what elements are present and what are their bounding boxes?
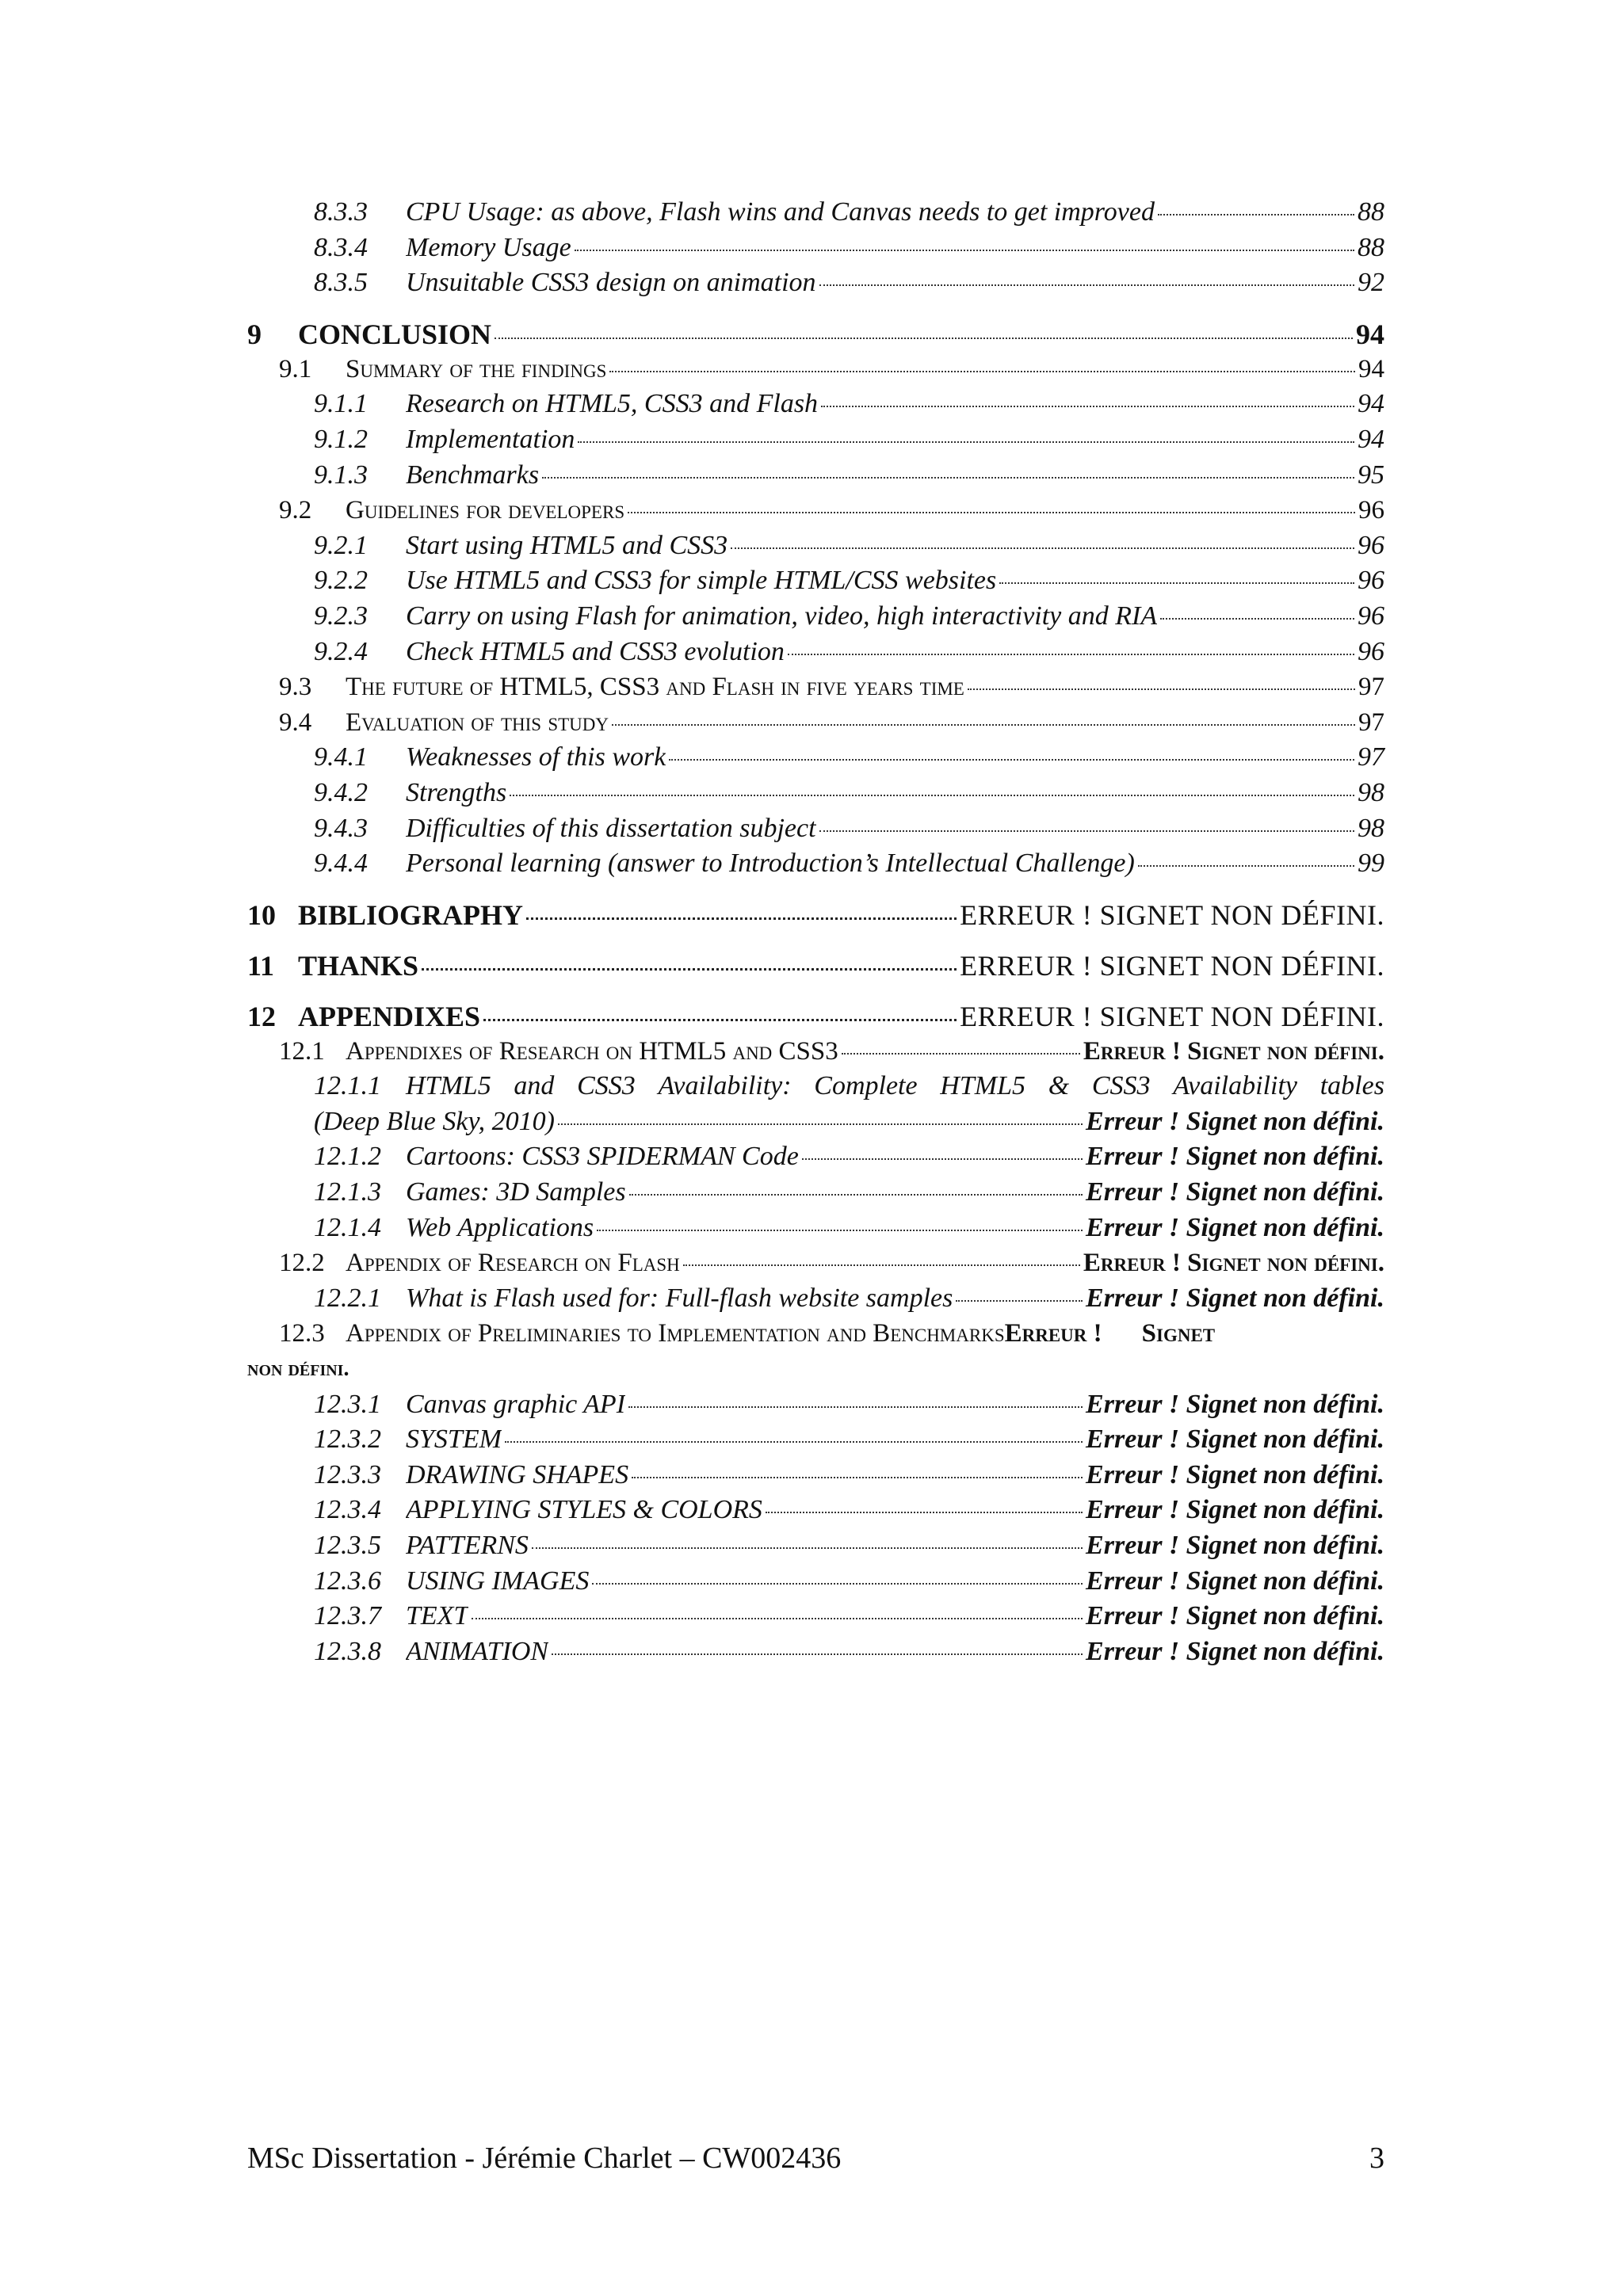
toc-entry-title-word: Availability: <box>658 1071 792 1101</box>
dot-leader <box>532 1547 1083 1549</box>
toc-entry[interactable] <box>247 1281 1384 1317</box>
toc-entry-number: 9 <box>247 318 262 350</box>
toc-entry-number: 9.1.3 <box>314 460 368 490</box>
toc-entry-page: 96 <box>1358 636 1384 666</box>
toc-entry[interactable] <box>247 195 1384 231</box>
dot-leader <box>575 250 1354 251</box>
toc-entry-title: PATTERNS <box>406 1531 529 1560</box>
toc-entry-title: Difficulties of this dissertation subject <box>406 813 816 843</box>
toc-entry-page: Erreur ! Signet non défini. <box>1083 1036 1384 1066</box>
toc-entry-page: ERREUR ! SIGNET NON DÉFINI. <box>960 1000 1384 1032</box>
toc-entry-page-end: non défini. <box>247 1356 349 1382</box>
dot-leader <box>558 1123 1083 1125</box>
toc-entry-title: APPLYING STYLES & COLORS <box>406 1495 762 1525</box>
toc-entry-number: 8.3.5 <box>314 268 368 298</box>
toc-entry-number: 9.4 <box>279 707 312 737</box>
toc-entry-title: Personal learning (answer to Introduction’s Intellectual Challenge) <box>406 849 1135 879</box>
toc-entry-number: 12.1.3 <box>314 1177 381 1207</box>
toc-entry-number: 9.1.2 <box>314 424 368 454</box>
dot-leader <box>1160 618 1354 620</box>
toc-entry-title: Research on HTML5, CSS3 and Flash <box>406 389 819 419</box>
toc-entry-title: Web Applications <box>406 1212 594 1242</box>
toc-entry-page: 88 <box>1358 197 1384 227</box>
toc-entry-number: 12.3.3 <box>314 1459 381 1489</box>
toc-entry[interactable] <box>247 1564 1384 1600</box>
toc-entry-number: 9.3 <box>279 673 312 702</box>
toc-entry-page: 97 <box>1358 742 1384 772</box>
toc-entry-page: 98 <box>1358 777 1384 807</box>
toc-entry-page: Erreur ! Signet non défini. <box>1086 1566 1384 1596</box>
toc-entry-number: 9.2 <box>279 496 312 525</box>
toc-entry-number: 12.3.8 <box>314 1636 381 1666</box>
toc-entry[interactable] <box>247 563 1384 599</box>
toc-entry-title: What is Flash used for: Full-flash website samples <box>406 1283 953 1313</box>
toc-entry-title-word: HTML5 <box>406 1071 491 1101</box>
toc-entry[interactable] <box>247 846 1384 882</box>
toc-entry-title: CPU Usage: as above, Flash wins and Canvas needs to get improved <box>406 197 1155 227</box>
dot-leader <box>766 1512 1083 1513</box>
toc-entry-page: 96 <box>1358 566 1384 596</box>
toc-entry[interactable] <box>247 1175 1384 1211</box>
toc-entry[interactable] <box>247 493 1384 528</box>
toc-entry-title: TEXT <box>406 1601 469 1631</box>
toc-entry-page: Erreur ! Signet non défini. <box>1086 1636 1384 1666</box>
toc-entry-number: 12 <box>247 1000 276 1032</box>
toc-entry-page: 94 <box>1356 318 1384 350</box>
toc-entry[interactable] <box>247 422 1384 458</box>
dot-leader <box>802 1158 1083 1160</box>
dot-leader <box>628 1406 1083 1408</box>
page-footer <box>247 2141 1384 2176</box>
dot-leader <box>1158 214 1354 215</box>
toc-entry-title: BIBLIOGRAPHY <box>298 898 524 931</box>
dot-leader <box>683 1264 1080 1266</box>
toc-entry-title: CONCLUSION <box>298 318 492 350</box>
toc-entry[interactable] <box>247 1034 1384 1070</box>
toc-entry-page: 94 <box>1358 354 1384 383</box>
toc-entry-number: 12.3.7 <box>314 1601 381 1631</box>
dot-leader <box>526 917 957 920</box>
toc-entry-title-word: CSS3 <box>1091 1071 1151 1101</box>
dot-leader <box>1138 865 1354 867</box>
toc-entry[interactable] <box>247 1528 1384 1564</box>
toc-entry-title: Check HTML5 and CSS3 evolution <box>406 636 785 666</box>
toc-entry-number: 12.3.1 <box>314 1389 381 1419</box>
toc-entry-number: 9.2.1 <box>314 530 368 560</box>
toc-entry[interactable] <box>247 1493 1384 1528</box>
toc-entry[interactable] <box>247 1422 1384 1458</box>
toc-entry[interactable] <box>247 811 1384 847</box>
toc-entry-number: 12.1.4 <box>314 1212 381 1242</box>
toc-entry-page: 96 <box>1358 496 1384 525</box>
toc-entry-number: 11 <box>247 949 275 982</box>
toc-entry[interactable] <box>247 599 1384 635</box>
dot-leader <box>495 338 1353 339</box>
toc-entry-page: Erreur ! Signet non défini. <box>1086 1142 1384 1172</box>
dot-leader <box>819 284 1354 286</box>
toc-entry-title-word: CSS3 <box>577 1071 636 1101</box>
dot-leader <box>956 1300 1083 1302</box>
toc-entry[interactable] <box>247 705 1384 741</box>
toc-entry-number: 9.4.4 <box>314 849 368 879</box>
dot-leader <box>609 371 1355 372</box>
toc-entry-title: Evaluation of this study <box>346 707 609 737</box>
toc-entry-title: Cartoons: CSS3 SPIDERMAN Code <box>406 1142 799 1172</box>
toc-entry-title: The future of HTML5, CSS3 and Flash in five years time <box>346 673 964 702</box>
toc-entry-number: 12.3.5 <box>314 1531 381 1560</box>
dot-leader <box>483 1019 957 1021</box>
toc-entry[interactable] <box>247 776 1384 811</box>
toc-entry-page: 94 <box>1358 389 1384 419</box>
toc-entry-title: Appendixes of Research on HTML5 and CSS3 <box>346 1036 838 1066</box>
toc-entry-page: 94 <box>1358 424 1384 454</box>
toc-entry-page: Erreur ! <box>1004 1319 1102 1348</box>
toc-entry-title: Strengths <box>406 777 507 807</box>
toc-entry-title: USING IMAGES <box>406 1566 590 1596</box>
dot-leader <box>669 759 1354 761</box>
toc-entry-page: Erreur ! Signet non défini. <box>1086 1425 1384 1455</box>
dot-leader <box>629 1194 1083 1196</box>
toc-entry-number: 12.2 <box>279 1249 325 1278</box>
toc-entry[interactable] <box>247 740 1384 776</box>
toc-entry-title: Start using HTML5 and CSS3 <box>406 530 728 560</box>
toc-entry-title: ANIMATION <box>406 1636 549 1666</box>
toc-entry[interactable] <box>247 352 1384 387</box>
toc-entry-page: Erreur ! Signet non défini. <box>1086 1212 1384 1242</box>
toc-entry[interactable] <box>247 265 1384 301</box>
toc-entry[interactable] <box>247 635 1384 670</box>
toc-entry-number: 12.1.1 <box>314 1071 381 1101</box>
dot-leader <box>592 1583 1083 1585</box>
toc-entry-title: Weaknesses of this work <box>406 742 666 772</box>
toc-entry-number: 9.4.3 <box>314 813 368 843</box>
toc-entry-title-word: & <box>1048 1071 1070 1101</box>
toc-entry-title-word: and <box>514 1071 555 1101</box>
dot-leader <box>505 1441 1083 1443</box>
toc-entry-number: 12.3.2 <box>314 1425 381 1455</box>
toc-entry-number: 9.1 <box>279 354 312 383</box>
toc-entry-page: 92 <box>1358 268 1384 298</box>
dot-leader <box>999 582 1354 584</box>
dot-leader <box>632 1477 1083 1478</box>
toc-entry-page: 99 <box>1358 849 1384 879</box>
dot-leader <box>842 1053 1080 1055</box>
toc-entry-number: 10 <box>247 898 276 931</box>
dot-leader <box>788 654 1354 655</box>
toc-entry-number: 12.3.6 <box>314 1566 381 1596</box>
toc-entry-number: 12.2.1 <box>314 1283 381 1313</box>
toc-entry[interactable] <box>247 669 1384 705</box>
toc-entry-page: Erreur ! Signet non défini. <box>1086 1177 1384 1207</box>
dot-leader <box>597 1230 1083 1231</box>
toc-entry-title: APPENDIXES <box>298 1000 481 1032</box>
dot-leader <box>542 477 1354 479</box>
toc-entry-number: 12.3 <box>279 1319 325 1348</box>
toc-entry[interactable] <box>247 528 1384 564</box>
dot-leader <box>968 688 1355 690</box>
toc-entry-page-continued: Signet <box>1141 1319 1216 1348</box>
toc-entry-page: 98 <box>1358 813 1384 843</box>
dot-leader <box>731 547 1354 549</box>
toc-entry[interactable] <box>247 231 1384 266</box>
toc-entry[interactable] <box>247 1211 1384 1246</box>
toc-entry[interactable] <box>247 1387 1384 1423</box>
toc-entry-title: Memory Usage <box>406 232 571 262</box>
toc-entry-page: Erreur ! Signet non défini. <box>1086 1459 1384 1489</box>
toc-entry-page: 97 <box>1358 707 1384 737</box>
toc-entry[interactable] <box>247 1634 1384 1670</box>
toc-entry-title: Games: 3D Samples <box>406 1177 626 1207</box>
toc-entry-title-word: HTML5 <box>940 1071 1025 1101</box>
toc-entry-number: 9.4.1 <box>314 742 368 772</box>
toc-entry[interactable] <box>247 1245 1384 1281</box>
toc-entry-page: ERREUR ! SIGNET NON DÉFINI. <box>960 898 1384 931</box>
toc-entry[interactable] <box>247 1316 1384 1386</box>
toc-entry-number: 9.2.3 <box>314 601 368 631</box>
toc-entry-page: 96 <box>1358 530 1384 560</box>
toc-entry-title-word: Complete <box>814 1071 918 1101</box>
toc-entry-title: Carry on using Flash for animation, video, high interactivity and RIA <box>406 601 1158 631</box>
toc-entry[interactable] <box>247 317 1384 352</box>
toc-entry-title-continued: (Deep Blue Sky, 2010) <box>314 1106 555 1136</box>
toc-entry[interactable] <box>247 999 1384 1034</box>
toc-entry-page: 95 <box>1358 460 1384 490</box>
toc-entry-title: Benchmarks <box>406 460 540 490</box>
toc-entry[interactable] <box>247 1069 1384 1139</box>
toc-entry-number: 12.3.4 <box>314 1495 381 1525</box>
toc-entry-page: Erreur ! Signet non défini. <box>1086 1531 1384 1560</box>
dot-leader <box>552 1653 1083 1655</box>
toc-entry[interactable] <box>247 1139 1384 1175</box>
toc-entry[interactable] <box>247 898 1384 933</box>
toc-entry[interactable] <box>247 948 1384 983</box>
toc-entry-number: 12.1.2 <box>314 1142 381 1172</box>
toc-entry-number: 8.3.3 <box>314 197 368 227</box>
dot-leader <box>821 406 1354 407</box>
toc-entry-page: 97 <box>1358 673 1384 702</box>
toc-entry-title: Appendix of Preliminaries to Implementation and Benchmarks <box>346 1319 1005 1348</box>
toc-entry-number: 9.4.2 <box>314 777 368 807</box>
toc-entry[interactable] <box>247 387 1384 422</box>
toc-entry-number: 9.2.2 <box>314 566 368 596</box>
dot-leader <box>510 795 1354 796</box>
toc-entry-page: Erreur ! Signet non défini. <box>1086 1283 1384 1313</box>
toc-entry-title: Unsuitable CSS3 design on animation <box>406 268 816 298</box>
toc-entry-page: ERREUR ! SIGNET NON DÉFINI. <box>960 949 1384 982</box>
toc-entry-title: Use HTML5 and CSS3 for simple HTML/CSS websites <box>406 566 997 596</box>
dot-leader <box>578 441 1354 443</box>
toc-entry-title-word: Availability <box>1173 1071 1298 1101</box>
toc-entry-page: Erreur ! Signet non défini. <box>1086 1601 1384 1631</box>
dot-leader <box>628 512 1355 513</box>
toc-entry-number: 8.3.4 <box>314 232 368 262</box>
toc-entry-number: 9.1.1 <box>314 389 368 419</box>
dot-leader <box>472 1618 1083 1619</box>
toc-entry-title: SYSTEM <box>406 1425 502 1455</box>
dot-leader <box>612 724 1355 726</box>
dot-leader <box>819 830 1354 832</box>
table-of-contents <box>247 195 1384 1669</box>
toc-entry[interactable] <box>247 1458 1384 1493</box>
toc-entry-page: 88 <box>1358 232 1384 262</box>
toc-entry-title: Guidelines for developers <box>346 496 625 525</box>
toc-entry-number: 12.1 <box>279 1036 325 1066</box>
toc-entry-page: Erreur ! Signet non défini. <box>1083 1249 1384 1278</box>
toc-entry[interactable] <box>247 1599 1384 1634</box>
toc-entry-page: Erreur ! Signet non défini. <box>1086 1495 1384 1525</box>
toc-entry-page: Erreur ! Signet non défini. <box>1086 1106 1384 1136</box>
toc-entry-title: THANKS <box>298 949 419 982</box>
page-number: 3 <box>1369 2142 1384 2175</box>
toc-entry-title-word: tables <box>1319 1071 1384 1101</box>
toc-entry-page: Erreur ! Signet non défini. <box>1086 1389 1384 1419</box>
toc-entry-number: 9.2.4 <box>314 636 368 666</box>
toc-entry-page: 96 <box>1358 601 1384 631</box>
toc-entry[interactable] <box>247 458 1384 494</box>
dot-leader <box>422 968 957 971</box>
footer-text: MSc Dissertation - Jérémie Charlet – CW002436 <box>247 2142 842 2175</box>
toc-entry-title: Appendix of Research on Flash <box>346 1249 680 1278</box>
toc-entry-title: Canvas graphic API <box>406 1389 626 1419</box>
toc-entry-title: Implementation <box>406 424 575 454</box>
toc-entry-title: DRAWING SHAPES <box>406 1459 629 1489</box>
toc-entry-title: Summary of the findings <box>346 354 607 383</box>
